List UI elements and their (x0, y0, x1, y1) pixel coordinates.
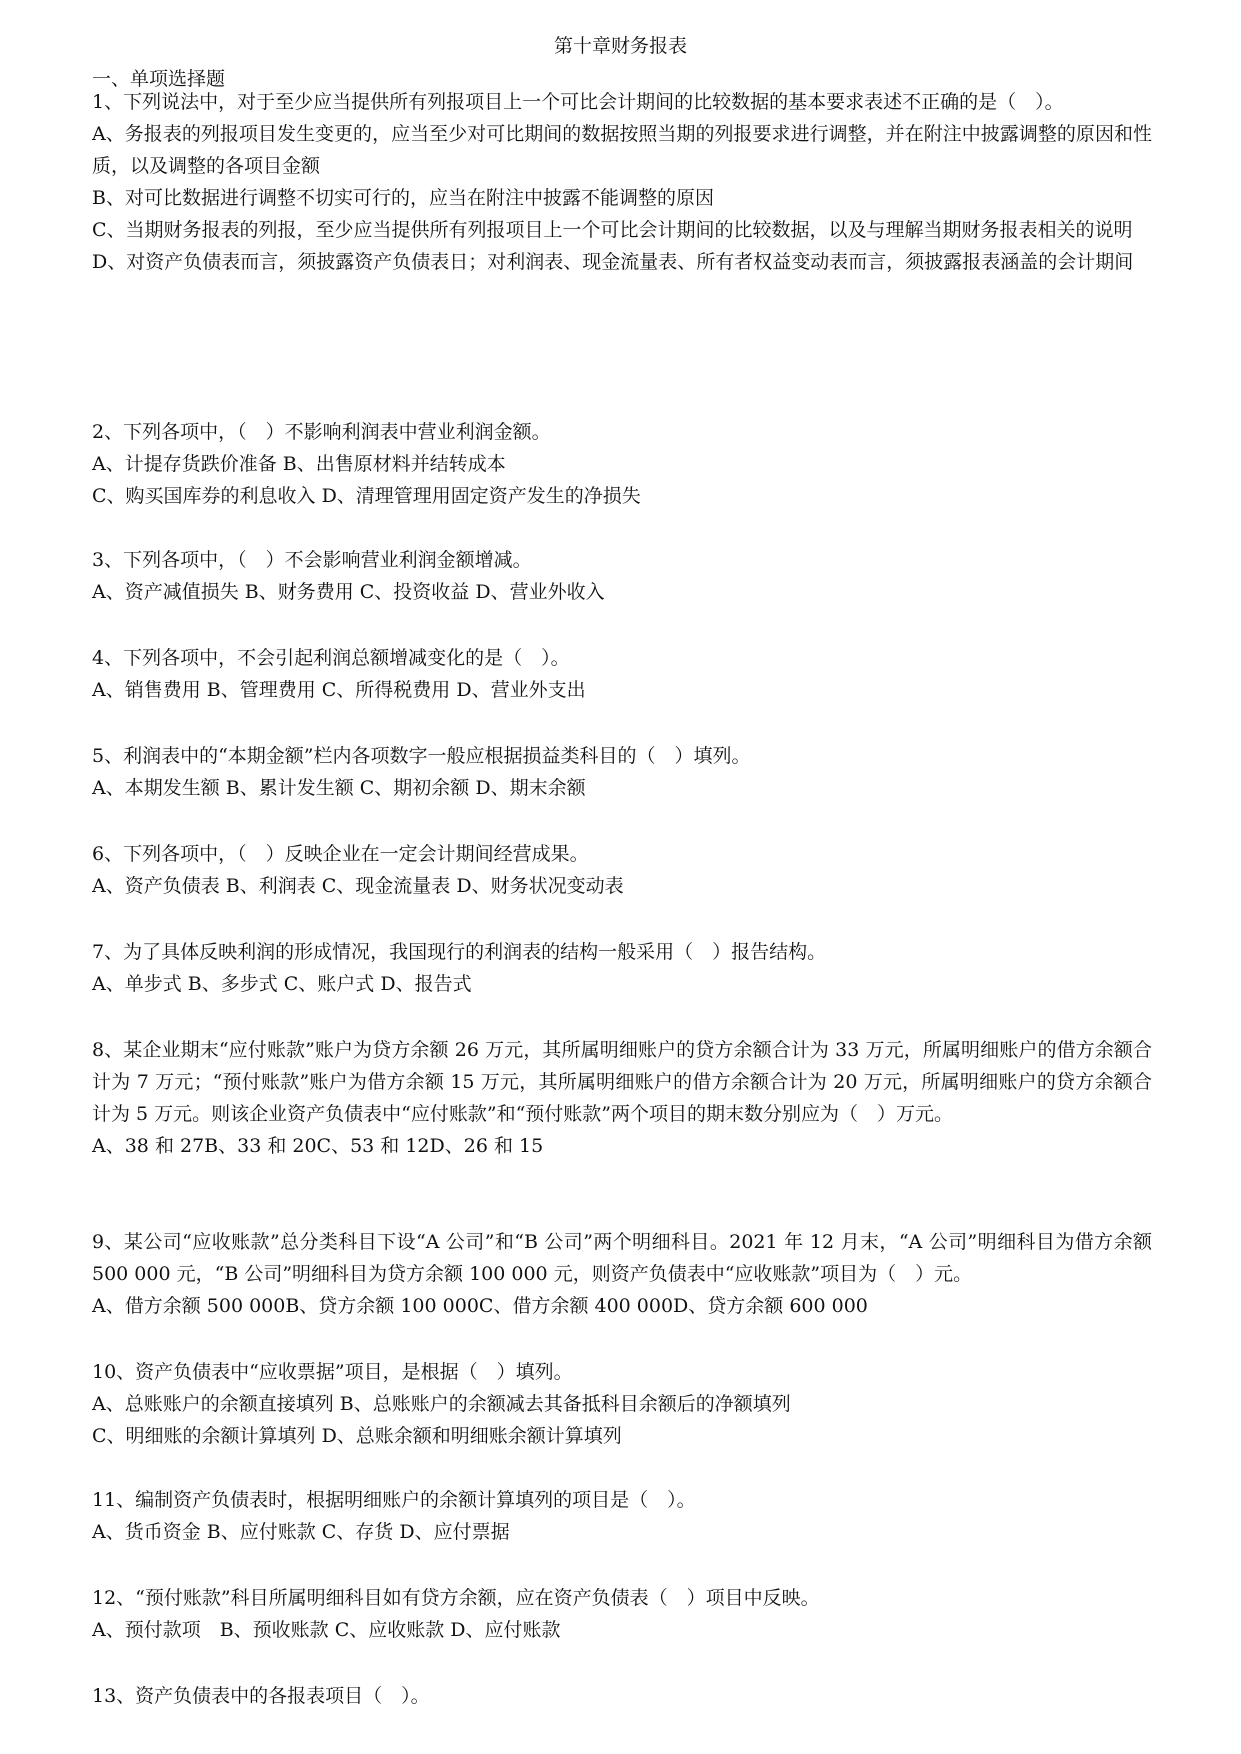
question-stem: 13、资产负债表中的各报表项目（ ）。 (92, 1685, 430, 1707)
question-stem: 5、利润表中的“本期金额”栏内各项数字一般应根据损益类科目的（ ）填列。 (92, 745, 751, 767)
question-stem: 8、某企业期末“应付账款”账户为贷方余额 26 万元，其所属明细账户的贷方余额合计为 33 万元，所属明细账户的借方余额合计为 7 万元；“预付账款”账户为借方余额 15 万元，其所属明细账户的借方余额合计为 20 万元，所属明细账户的贷方余额合计为 5 万元。则该企业资产负债表中“应付账款”和“预付账款”两个项目的期末数分别应为（ ）万元。 (92, 1039, 1152, 1125)
question-option: A、销售费用 B、管理费用 C、所得税费用 D、营业外支出 (92, 679, 586, 701)
question-option: B、对可比数据进行调整不切实可行的，应当在附注中披露不能调整的原因 (92, 187, 714, 209)
question-option: C、明细账的余额计算填列 D、总账余额和明细账余额计算填列 (92, 1425, 622, 1447)
question-1 (92, 86, 1152, 278)
question-option: A、务报表的列报项目发生变更的，应当至少对可比期间的数据按照当期的列报要求进行调整，并在附注中披露调整的原因和性质，以及调整的各项目金额 (92, 123, 1152, 177)
question-5 (92, 740, 1152, 804)
question-9 (92, 1226, 1152, 1322)
question-option: A、借方余额 500 000B、贷方余额 100 000C、借方余额 400 000D、贷方余额 600 000 (92, 1295, 868, 1317)
question-3 (92, 544, 1152, 608)
question-option: A、货币资金 B、应付账款 C、存货 D、应付票据 (92, 1521, 510, 1543)
question-12 (92, 1582, 1152, 1646)
section-heading: 一、单项选择题 (92, 68, 226, 90)
question-stem: 9、某公司“应收账款”总分类科目下设“A 公司”和“B 公司”两个明细科目。2021 年 12 月末，“A 公司”明细科目为借方余额 500 000 元，“B 公司”明细科目为贷方余额 100 000 元，则资产负债表中“应收账款”项目为（ ）元。 (92, 1231, 1152, 1285)
question-stem: 12、“预付账款”科目所属明细科目如有贷方余额，应在资产负债表（ ）项目中反映。 (92, 1587, 820, 1609)
question-13 (92, 1680, 1152, 1712)
question-stem: 4、下列各项中，不会引起利润总额增减变化的是（ ）。 (92, 647, 570, 669)
question-option: C、购买国库券的利息收入 D、清理管理用固定资产发生的净损失 (92, 485, 641, 507)
question-option: D、对资产负债表而言，须披露资产负债表日；对利润表、现金流量表、所有者权益变动表而言，须披露报表涵盖的会计期间 (92, 251, 1134, 273)
question-7 (92, 936, 1152, 1000)
question-option: A、计提存货跌价准备 B、出售原材料并结转成本 (92, 453, 506, 475)
question-10 (92, 1356, 1152, 1452)
question-8 (92, 1034, 1152, 1162)
question-option: A、本期发生额 B、累计发生额 C、期初余额 D、期末余额 (92, 777, 586, 799)
question-stem: 3、下列各项中，（ ）不会影响营业利润金额增减。 (92, 549, 532, 571)
question-stem: 2、下列各项中，（ ）不影响利润表中营业利润金额。 (92, 421, 551, 443)
question-option: C、当期财务报表的列报，至少应当提供所有列报项目上一个可比会计期间的比较数据，以及与理解当期财务报表相关的说明 (92, 219, 1133, 241)
question-option: A、预付款项 B、预收账款 C、应收账款 D、应付账款 (92, 1619, 561, 1641)
question-stem: 7、为了具体反映利润的形成情况，我国现行的利润表的结构一般采用（ ）报告结构。 (92, 941, 827, 963)
question-option: A、资产减值损失 B、财务费用 C、投资收益 D、营业外收入 (92, 581, 605, 603)
question-stem: 10、资产负债表中“应收票据”项目，是根据（ ）填列。 (92, 1361, 573, 1383)
question-stem: 6、下列各项中，（ ）反映企业在一定会计期间经营成果。 (92, 843, 589, 865)
question-option: A、单步式 B、多步式 C、账户式 D、报告式 (92, 973, 472, 995)
question-6 (92, 838, 1152, 902)
question-option: A、资产负债表 B、利润表 C、现金流量表 D、财务状况变动表 (92, 875, 624, 897)
question-stem: 11、编制资产负债表时，根据明细账户的余额计算填列的项目是（ ）。 (92, 1489, 696, 1511)
question-11 (92, 1484, 1152, 1548)
question-stem: 1、下列说法中，对于至少应当提供所有列报项目上一个可比会计期间的比较数据的基本要求表述不正确的是（ ）。 (92, 91, 1064, 113)
question-2 (92, 416, 1152, 512)
question-4 (92, 642, 1152, 706)
question-option: A、总账账户的余额直接填列 B、总账账户的余额减去其备抵科目余额后的净额填列 (92, 1393, 791, 1415)
page-title: 第十章财务报表 (553, 35, 687, 57)
question-option: A、38 和 27B、33 和 20C、53 和 12D、26 和 15 (92, 1135, 544, 1157)
